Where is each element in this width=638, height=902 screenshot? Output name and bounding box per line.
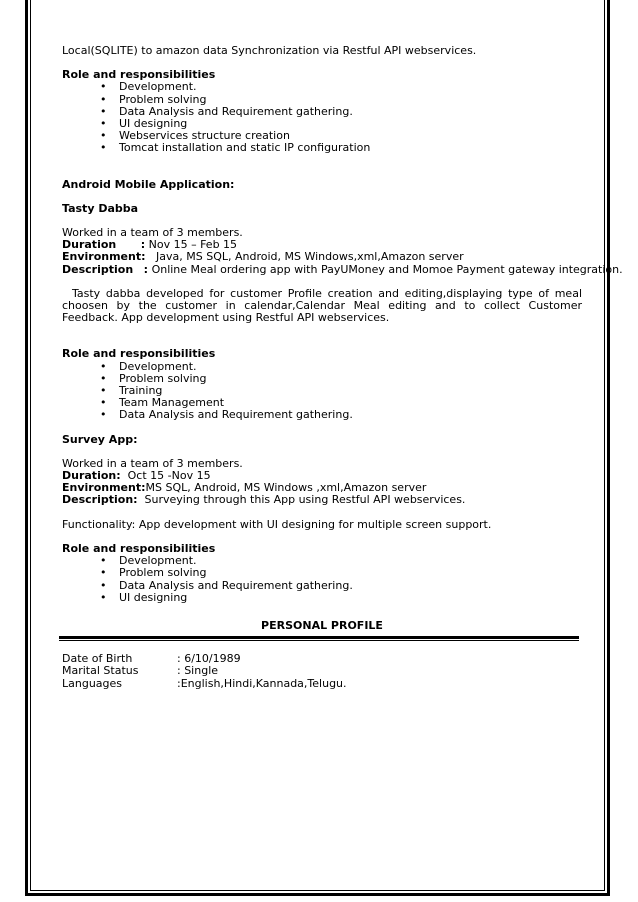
list-item: • Data Analysis and Requirement gathering.	[119, 409, 582, 421]
environment-value: MS SQL, Android, MS Windows ,xml,Amazon server	[145, 481, 427, 495]
profile-row	[62, 665, 582, 677]
list-item: • Development.	[119, 555, 582, 567]
description-label: Description	[62, 262, 134, 276]
description-line: Description : Online Meal ordering app with PayUMoney and Momoe Payment gateway integration.	[62, 262, 623, 276]
duration-label: Duration:	[62, 469, 121, 483]
team-line: Worked in a team of 3 members.	[62, 226, 243, 240]
resume-content	[62, 44, 623, 690]
role-heading: Role and responsibilities	[62, 68, 216, 82]
list-item: • Data Analysis and Requirement gathering.	[119, 580, 582, 592]
team-line: Worked in a team of 3 members.	[62, 456, 243, 470]
description-line	[62, 494, 582, 506]
list-item: • UI designing	[119, 118, 582, 130]
profile-row	[62, 653, 582, 665]
list-item: • Webservices structure creation	[119, 130, 582, 142]
section-divider	[59, 636, 579, 641]
list-item: • Data Analysis and Requirement gathering.	[119, 106, 582, 118]
list-item: • Training	[119, 385, 582, 397]
profile-value: : Single	[177, 664, 219, 678]
environment-label: Environment:	[62, 250, 146, 264]
functionality-line: Functionality: App development with UI designing for multiple screen support.	[62, 517, 492, 531]
profile-value: :English,Hindi,Kannada,Telugu.	[177, 676, 347, 690]
intro-line: Local(SQLITE) to amazon data Synchronization via Restful API webservices.	[62, 44, 477, 57]
role-heading: Role and responsibilities	[62, 541, 216, 555]
environment-value: Java, MS SQL, Android, MS Windows,xml,Amazon server	[156, 250, 464, 264]
profile-row	[62, 678, 582, 690]
android-heading: Android Mobile Application:	[62, 177, 235, 191]
duration-value: Oct 15 -Nov 15	[127, 469, 211, 483]
description-label: Description:	[62, 493, 138, 507]
project-title: Survey App:	[62, 432, 138, 446]
list-item: • Development.	[119, 361, 582, 373]
duration-label: Duration	[62, 238, 117, 252]
project-title: Tasty Dabba	[62, 201, 139, 215]
list-item: • Development.	[119, 81, 582, 93]
description-value: Surveying through this App using Restful API webservices.	[144, 493, 466, 507]
roles-list-2	[62, 361, 582, 422]
profile-label: Languages	[62, 676, 123, 690]
roles-list-1	[62, 81, 582, 154]
roles-list-3	[62, 555, 582, 604]
profile-value: : 6/10/1989	[177, 652, 241, 666]
list-item: • Problem solving	[119, 94, 582, 106]
project-paragraph: Tasty dabba developed for customer Profile creation and editing,displaying type of meal choosen by the customer in calendar,Calendar Meal editing and to collect Customer Feedback. App development using Restful API webservices.	[62, 286, 582, 325]
profile-label: Marital Status	[62, 664, 139, 678]
profile-label: Date of Birth	[62, 652, 133, 666]
list-item: • Problem solving	[119, 567, 582, 579]
list-item: • Problem solving	[119, 373, 582, 385]
description-value: Online Meal ordering app with PayUMoney and Momoe Payment gateway integration.	[151, 262, 623, 276]
role-heading: Role and responsibilities	[62, 347, 216, 361]
duration-value: Nov 15 – Feb 15	[148, 238, 238, 252]
list-item: • Tomcat installation and static IP configuration	[119, 142, 582, 154]
personal-profile-title: PERSONAL PROFILE	[261, 618, 383, 632]
list-item: • Team Management	[119, 397, 582, 409]
list-item: • UI designing	[119, 592, 582, 604]
environment-label: Environment:	[62, 481, 146, 495]
duration-line: Duration : Nov 15 – Feb 15	[62, 238, 238, 252]
